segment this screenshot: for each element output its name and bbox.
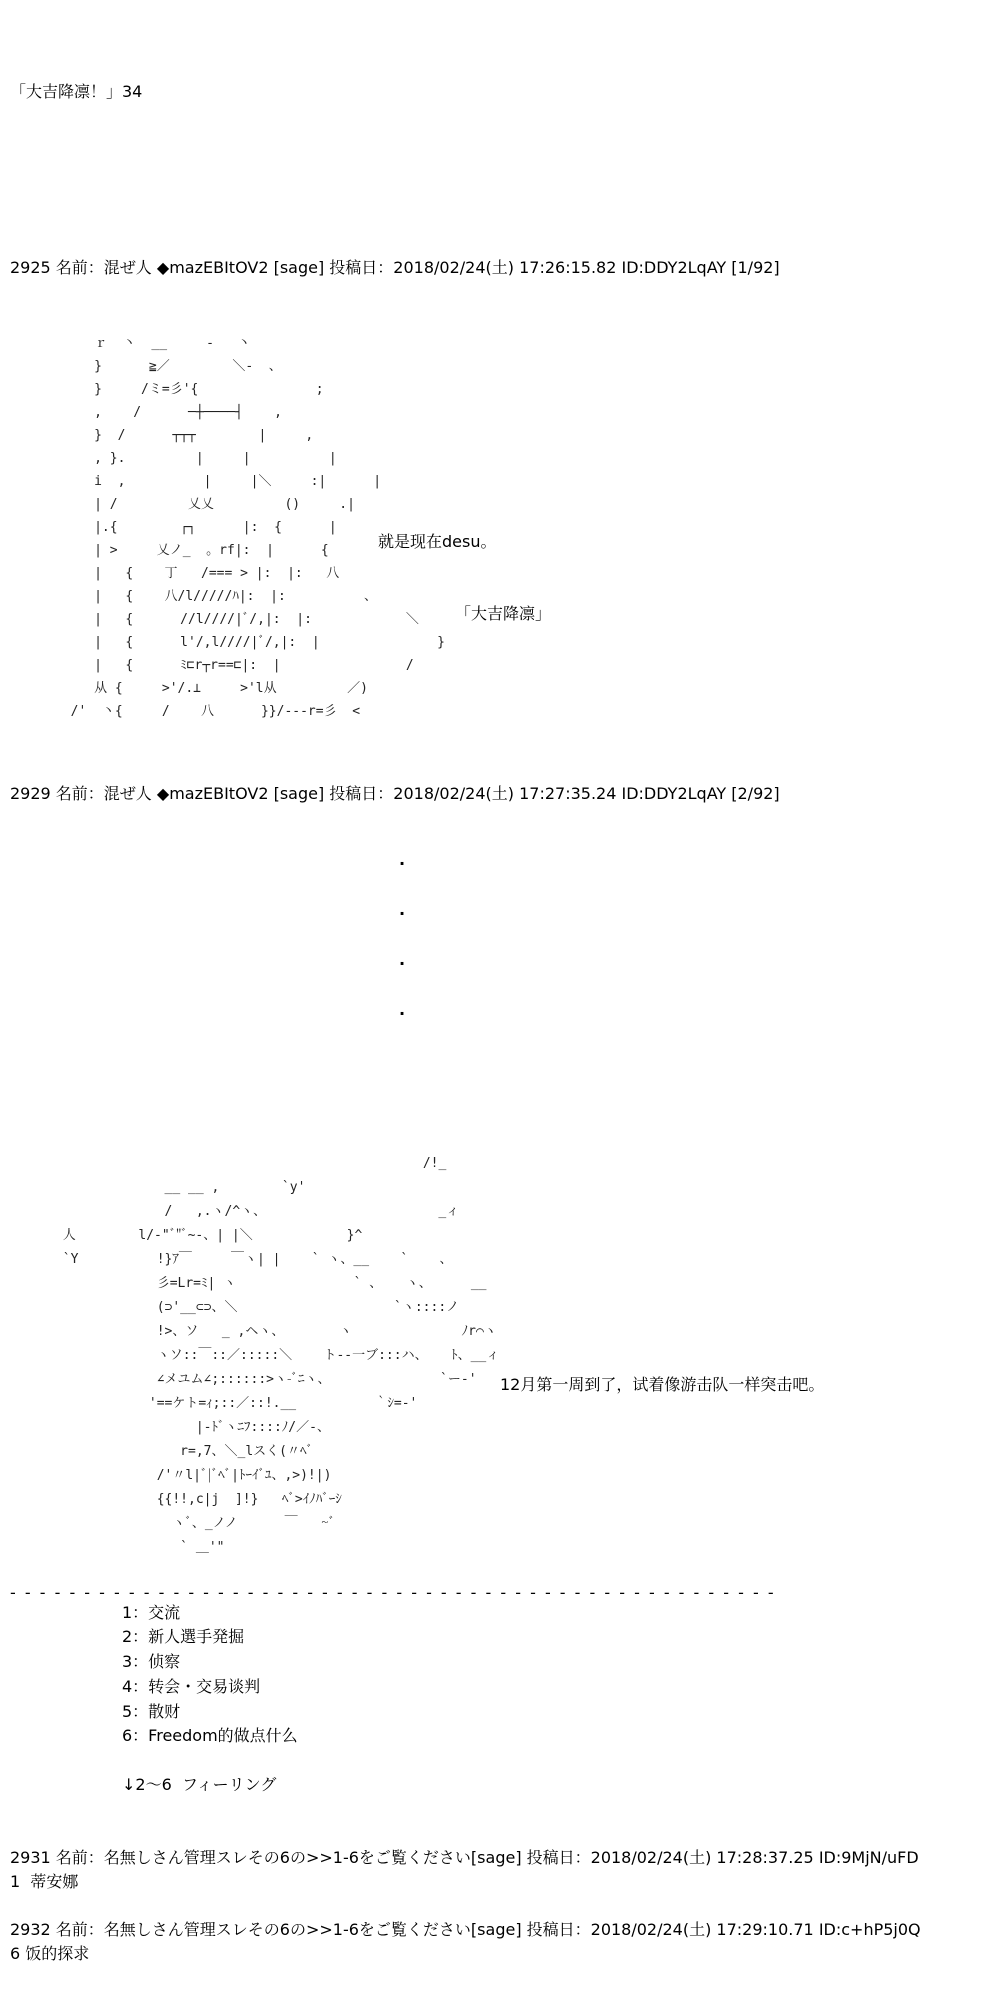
ascii-art: ｒ 丶 __ - 丶 } ≧／ ＼- 、 } /ミ=彡'{ ; , / ─┼────┤ , } / ┬┬┬ | , , }. | | | i , | |＼ :| | | / 乂乂 () .| |.{ ┌┐ |: { | | > 乂ノ_ 。rf|: | { | { 丁 /=== > |: |: 八 | { 八/l/////ﾊ|: |: 、 | { //l////|ﾞ/,|: |: ＼ | { l'/,l////|ﾞ/,|: | } | { ﾐ⊏r┬r==⊏|: | / 从 { >'/.⊥ >'l从 ／) /' 丶{ / 八 }}/---r=彡 < <box>70 336 445 719</box>
page-title: 「大吉降凛！」34 <box>10 82 143 101</box>
reply-body: 1 蒂安娜 <box>10 1872 79 1891</box>
feeling-note: ↓2～6 フィーリング <box>122 1775 277 1794</box>
ellipsis-dot: . <box>399 950 406 969</box>
dashed-divider: - - - - - - - - - - - - - - - - - - - - - - - - - - - - - - - - - - - - - - - - - - - - - - - - - - - - <box>10 1583 776 1602</box>
menu-option: 4：转会・交易谈判 <box>122 1677 261 1696</box>
post-text: 12月第一周到了，试着像游击队一样突击吧。 <box>500 1375 825 1394</box>
menu-option: 1：交流 <box>122 1603 181 1622</box>
ellipsis-dot: . <box>399 1000 406 1019</box>
post-text-line: 就是现在desu。 <box>378 532 497 551</box>
reply-header: 2931 名前：名無しさん管理スレその6の>>1-6をご覧ください[sage] 投稿日：2018/02/24(土) 17:28:37.25 ID:9MjN/uFD <box>10 1848 919 1867</box>
reply-body: 6 饭的探求 <box>10 1944 90 1963</box>
reply-header: 2932 名前：名無しさん管理スレその6の>>1-6をご覧ください[sage] 投稿日：2018/02/24(土) 17:29:10.71 ID:c+hP5j0Q <box>10 1920 921 1939</box>
post-header: 2929 名前：混ぜ人 ◆mazEBItOV2 [sage] 投稿日：2018/02/24(土) 17:27:35.24 ID:DDY2LqAY [2/92] <box>10 784 780 803</box>
post-text-line: 「大吉降凛」 <box>455 604 552 623</box>
ellipsis-dot: . <box>399 900 406 919</box>
menu-option: 6：Freedom的做点什么 <box>122 1726 298 1745</box>
post-header: 2925 名前：混ぜ人 ◆mazEBItOV2 [sage] 投稿日：2018/02/24(土) 17:26:15.82 ID:DDY2LqAY [1/92] <box>10 258 780 277</box>
menu-option: 5：散财 <box>122 1702 181 1721</box>
menu-option: 2：新人選手発掘 <box>122 1627 245 1646</box>
menu-option: 3：侦察 <box>122 1652 181 1671</box>
ascii-art: /!_ __ __ , `y' / ,.ヽ/^ヽ、 _ィ 人 l/-"ﾞ"ﾞ~-、| |＼ }^ `Y !}ｱ￣ ￣ヽ| | ` ヽ、__ ` 、 彡=Lr=ﾐ| ヽ ` 、 ヽ、 __ (⊃'__⊂⊃、＼ `ヽ::::ノ !>、ソ _ ,ヘヽ、 ヽ ﾉr⌒ヽ ヽソ::￣::／:::::＼ ト--一ブ:::ハ、 ﾄ、__ィ ∠メユム∠;::::::>ヽ-ﾞﾆヽ、 `ー-' '==ケト=ｨ;::／::!.__ ｀ｼ=-' |-ﾄﾞヽﾆﾌ::::ﾉ/／-、 r=,7、＼_lスく(〃ﾍﾞ /'〃l|ﾞ|ﾞﾍﾞ|ﾄｰｲﾞﾕ、,>)!|) {{!!,c|j ]!} ﾍﾞ>ｲﾉﾊﾞｰｼ ヽﾞ、_ノノ ￣ ~ﾞ ` ＿'" <box>62 1156 500 1555</box>
ellipsis-dot: . <box>399 850 406 869</box>
